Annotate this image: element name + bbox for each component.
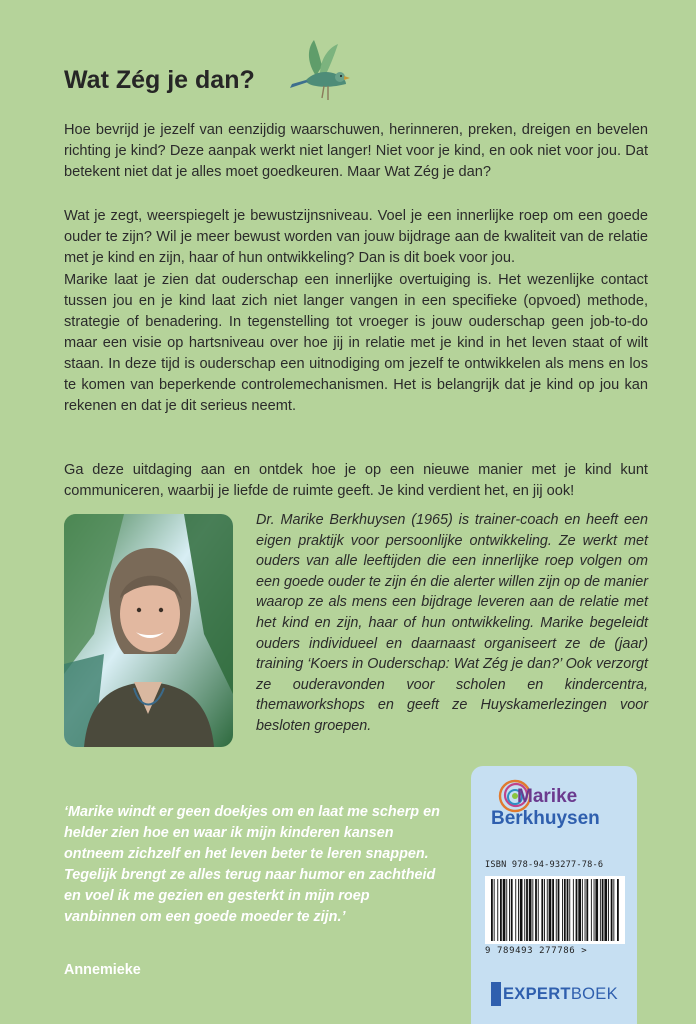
barcode-bar — [586, 879, 588, 941]
barcode — [485, 876, 625, 944]
barcode-bar — [552, 879, 554, 941]
barcode-bar — [558, 879, 560, 941]
barcode-bar — [613, 879, 614, 941]
barcode-bar — [491, 879, 493, 941]
barcode-bar — [509, 879, 510, 941]
publisher-name-bold: EXPERT — [503, 984, 571, 1003]
barcode-bar — [569, 879, 570, 941]
barcode-bar — [520, 879, 523, 941]
barcode-bar — [506, 879, 507, 941]
barcode-bar — [511, 879, 513, 941]
author-logo-text — [471, 786, 637, 830]
barcode-bar — [544, 879, 545, 941]
barcode-bar — [564, 879, 566, 941]
barcode-bar — [567, 879, 569, 941]
barcode-bar — [549, 879, 552, 941]
publisher-logo — [491, 980, 618, 1008]
publisher-mark-icon — [491, 982, 501, 1006]
barcode-bar — [532, 879, 533, 941]
barcode-bar — [608, 879, 609, 941]
testimonial-quote: ‘Marike windt er geen doekjes om en laat me scherp en helder zien hoe en waar ik mijn kinderen kansen ontneem zichzelf en het leven beter te leren snappen. Tegelijk brengt ze alles terug naar humor en zachtheid en voel ik me gezien en gesterkt in mijn roep vanbinnen om een goede moeder te zijn.’ — [64, 804, 440, 925]
barcode-bar — [591, 879, 592, 941]
barcode-bar — [500, 879, 502, 941]
barcode-bar — [576, 879, 578, 941]
barcode-bar — [541, 879, 543, 941]
barcode-bar — [611, 879, 613, 941]
author-photo — [64, 514, 233, 747]
barcode-bar — [578, 879, 581, 941]
barcode-bar — [585, 879, 586, 941]
barcode-bar — [518, 879, 519, 941]
testimonial-author: Annemieke — [64, 962, 141, 978]
barcode-bar — [600, 879, 601, 941]
barcode-bar — [594, 879, 595, 941]
paragraph-parenthood: Marike laat je zien dat ouderschap een innerlijke overtuiging is. Het wezenlijke contact tussen jou en je kind laat zich niet langer vangen in een specifieke (opvoed) methode, strategie of benadering. In tegenstelling tot vroeger is jouw ouderschap geen job-to-do maar een visie op hartsniveau over hoe jij in relatie met je kind in het leven staat of wilt staan. In deze tijd is ouderschap een uitnodiging om jezelf te ontwikkelen als mens en los te komen van beperkende controlemechanismen. Het is belangrijk dat je kind op jou kan rekenen en dat je dit serieus neemt. — [64, 272, 648, 414]
intro-paragraph: Hoe bevrijd je jezelf van eenzijdig waarschuwen, herinneren, preken, dreigen en bevelen richting je kind? Deze aanpak werkt niet langer! Niet voor je kind, en ook niet voor jou. Dat betekent niet dat je alles moet goedkeuren. Maar Wat Zég je dan? — [64, 122, 648, 180]
bird-illustration-icon — [286, 36, 352, 104]
barcode-bar — [497, 879, 498, 941]
publisher-badge — [471, 766, 637, 1024]
barcode-bar — [494, 879, 495, 941]
barcode-bar — [573, 879, 574, 941]
barcode-bar — [602, 879, 604, 941]
logo-first-name: Marike — [517, 786, 578, 807]
publisher-name-light: BOEK — [570, 984, 618, 1003]
barcode-bar — [535, 879, 537, 941]
barcode-bar — [529, 879, 532, 941]
barcode-bar — [617, 879, 619, 941]
barcode-bar — [562, 879, 563, 941]
paragraph-challenge: Ga deze uitdaging aan en ontdek hoe je op een nieuwe manier met je kind kunt communiceren, waarbij je liefde de ruimte geeft. Je kind verdient het, en jij ook! — [64, 462, 648, 499]
paragraph-consciousness: Wat je zegt, weerspiegelt je bewustzijnsniveau. Voel je een innerlijke roep om een goede ouder te zijn? Wil je meer bewust worden van jouw bijdrage aan de kwaliteit van de relatie met je kind en zijn, haar of hun ontwikkeling? Dan is dit boek voor jou. — [64, 208, 648, 266]
barcode-bar — [538, 879, 539, 941]
barcode-bar — [526, 879, 528, 941]
barcode-bar — [524, 879, 525, 941]
barcode-bar — [503, 879, 506, 941]
barcode-digits: 9 789493 277786 > — [485, 946, 588, 956]
barcode-bar — [582, 879, 583, 941]
barcode-bar — [515, 879, 516, 941]
page-title: Wat Zég je dan? — [64, 66, 255, 94]
logo-last-name: Berkhuysen — [491, 808, 600, 829]
barcode-bar — [556, 879, 557, 941]
barcode-bar — [547, 879, 548, 941]
author-bio: Dr. Marike Berkhuysen (1965) is trainer-coach en heeft een eigen praktijk voor persoonlijke ontwikkeling. Ze werkt met ouders van alle leeftijden die een innerlijke roep volgen om een goede ouder te zijn én die alerter willen zijn op de manier waarop ze als mens een bijdrage leveren aan de relatie met het kind en zijn, haar of hun ontwikkeling. Marike begeleidt ouders individueel en daarnaast organiseert ze de (jaar) training ‘Koers in Ouderschap: Wat Zég je dan?’ Ook verzorgt ze ouderavonden voor scholen en kindercentra, themaworkshops en geeft ze Huyskamerlezingen voor besloten groepen. — [256, 512, 648, 734]
barcode-bar — [604, 879, 607, 941]
barcode-bar — [595, 879, 598, 941]
isbn-label: ISBN 978-94-93277-78-6 — [485, 860, 604, 870]
